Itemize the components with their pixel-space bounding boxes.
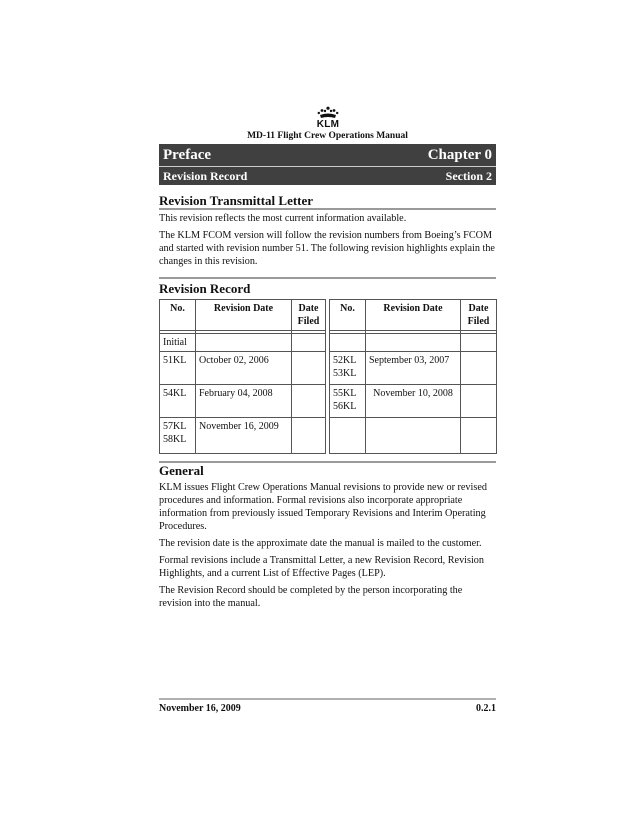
revision-date: November 16, 2009 — [196, 418, 292, 454]
chapter-number: Chapter 0 — [427, 146, 492, 163]
table-row — [160, 334, 497, 352]
transmittal-paragraph-1: This revision reflects the most current information available. — [159, 213, 407, 224]
revision-number: Initial — [160, 334, 196, 352]
column-header: Date Filed — [292, 300, 326, 331]
transmittal-paragraph-2: The KLM FCOM version will follow the revision numbers from Boeing’s FCOM and started with revision number 51. The following revision highlights explain the changes in this revision. — [159, 230, 495, 267]
revision-date — [366, 418, 461, 454]
crown-icon — [317, 106, 339, 120]
date-filed — [461, 334, 497, 352]
revision-date — [366, 334, 461, 352]
general-heading: General — [159, 463, 204, 478]
table-header-row — [160, 300, 497, 331]
klm-logo — [310, 106, 346, 132]
revision-record-table — [159, 299, 497, 454]
table-row — [160, 352, 497, 385]
page-number: 0.2.1 — [476, 703, 496, 714]
revision-number — [330, 418, 366, 454]
column-header: Date Filed — [461, 300, 497, 331]
section-divider — [159, 277, 496, 279]
column-header: No. — [160, 300, 196, 331]
section-banner — [159, 166, 496, 185]
revision-number: 52KL 53KL — [330, 352, 366, 385]
manual-title: MD-11 Flight Crew Operations Manual — [247, 131, 408, 141]
chapter-name: Preface — [163, 146, 212, 163]
footer-date: November 16, 2009 — [159, 703, 241, 714]
revision-number: 54KL — [160, 385, 196, 418]
date-filed — [292, 418, 326, 454]
date-filed — [292, 334, 326, 352]
section-divider — [159, 208, 496, 210]
date-filed — [461, 352, 497, 385]
chapter-banner — [159, 144, 496, 166]
general-paragraph-2: The revision date is the approximate date the manual is mailed to the customer. — [159, 538, 482, 549]
revision-number: 51KL — [160, 352, 196, 385]
revision-number — [330, 334, 366, 352]
revision-date: October 02, 2006 — [196, 352, 292, 385]
page-footer — [159, 703, 496, 714]
date-filed — [461, 385, 497, 418]
revision-date — [196, 334, 292, 352]
column-header: Revision Date — [366, 300, 461, 331]
section-number: Section 2 — [445, 168, 492, 183]
footer-divider — [159, 698, 496, 700]
transmittal-heading: Revision Transmittal Letter — [159, 193, 314, 208]
revision-date: November 10, 2008 — [366, 385, 461, 418]
date-filed — [461, 418, 497, 454]
table-row — [160, 385, 497, 418]
general-paragraph-4: The Revision Record should be completed by the person incorporating the revision into the manual. — [159, 585, 463, 609]
revision-date: September 03, 2007 — [366, 352, 461, 385]
table-row — [160, 418, 497, 454]
date-filed — [292, 385, 326, 418]
revision-date: February 04, 2008 — [196, 385, 292, 418]
date-filed — [292, 352, 326, 385]
section-name: Revision Record — [163, 168, 248, 183]
revision-number: 57KL 58KL — [160, 418, 196, 454]
general-paragraph-1: KLM issues Flight Crew Operations Manual revisions to provide new or revised procedures and information. Formal revisions also incorporate appropriate information from previously issued Temporary Revisions and Interim Operating Procedures. — [159, 482, 487, 532]
general-paragraph-3: Formal revisions include a Transmittal Letter, a new Revision Record, Revision Highlights, and a current List of Effective Pages (LEP). — [159, 555, 484, 579]
revision-number: 55KL 56KL — [330, 385, 366, 418]
klm-logo-text: KLM — [316, 119, 340, 130]
column-header: Revision Date — [196, 300, 292, 331]
column-header: No. — [330, 300, 366, 331]
revision-record-heading: Revision Record — [159, 281, 251, 296]
